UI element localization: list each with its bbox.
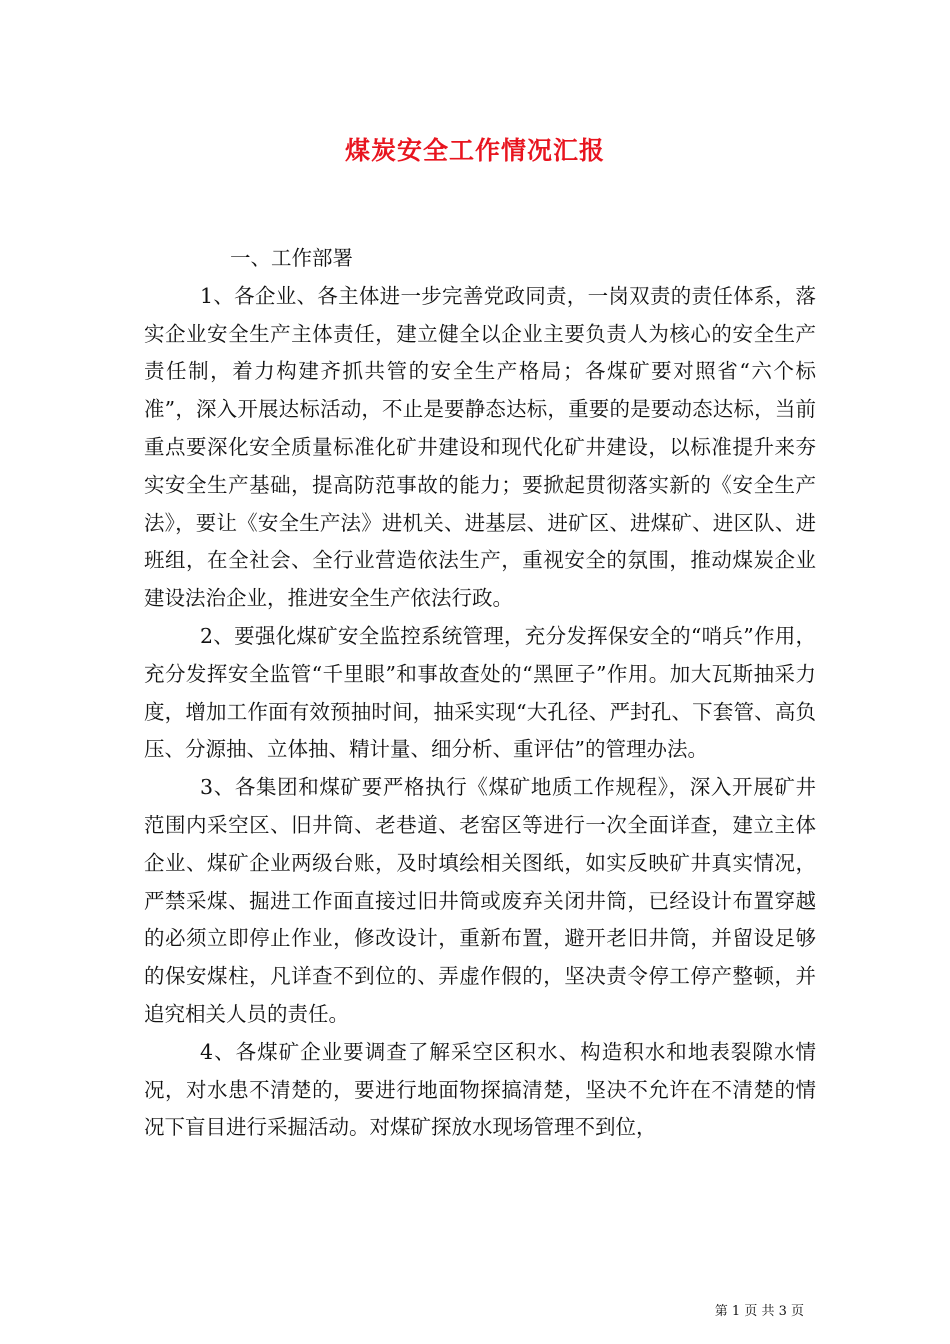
document-body [144,240,816,1147]
paragraph-3: 3、各集团和煤矿要严格执行《煤矿地质工作规程》，深入开展矿井范围内采空区、旧井筒、老巷道、老窑区等进行一次全面详查，建立主体企业、煤矿企业两级台账，及时填绘相关图纸，如实反映矿井真实情况，严禁采煤、掘进工作面直接过旧井筒或废弃关闭井筒，已经设计布置穿越的必须立即停止作业，修改设计，重新布置，避开老旧井筒，并留设足够的保安煤柱，凡详查不到位的、弄虚作假的，坚决责令停工停产整顿，并追究相关人员的责任。 [144,775,816,1026]
paragraph-2: 2、要强化煤矿安全监控系统管理，充分发挥保安全的“哨兵”作用，充分发挥安全监管“千里眼”和事故查处的“黑匣子”作用。加大瓦斯抽采力度，增加工作面有效预抽时间，抽采实现“大孔径、严封孔、下套管、高负压、分源抽、立体抽、精计量、细分析、重评估”的管理办法。 [144,623,816,762]
document-title: 煤炭安全工作情况汇报 [344,136,605,165]
page-number-footer: 第 1 页 共 3 页 [714,1304,804,1319]
paragraph-1: 1、各企业、各主体进一步完善党政同责，一岗双责的责任体系，落实企业安全生产主体责任，建立健全以企业主要负责人为核心的安全生产责任制，着力构建齐抓共管的安全生产格局；各煤矿要对照省“六个标准”，深入开展达标活动，不止是要静态达标，重要的是要动态达标，当前重点要深化安全质量标准化矿井建设和现代化矿井建设，以标准提升来夯实安全生产基础，提高防范事故的能力；要掀起贯彻落实新的《安全生产法》，要让《安全生产法》进机关、进基层、进矿区、进煤矿、进区队、进班组，在全社会、全行业营造依法生产，重视安全的氛围，推动煤炭企业建设法治企业，推进安全生产依法行政。 [144,283,816,611]
section-heading: 一、工作部署 [230,246,353,270]
paragraph-4: 4、各煤矿企业要调查了解采空区积水、构造积水和地表裂隙水情况，对水患不清楚的，要进行地面物探搞清楚，坚决不允许在不清楚的情况下盲目进行采掘活动。对煤矿探放水现场管理不到位， [144,1039,816,1140]
